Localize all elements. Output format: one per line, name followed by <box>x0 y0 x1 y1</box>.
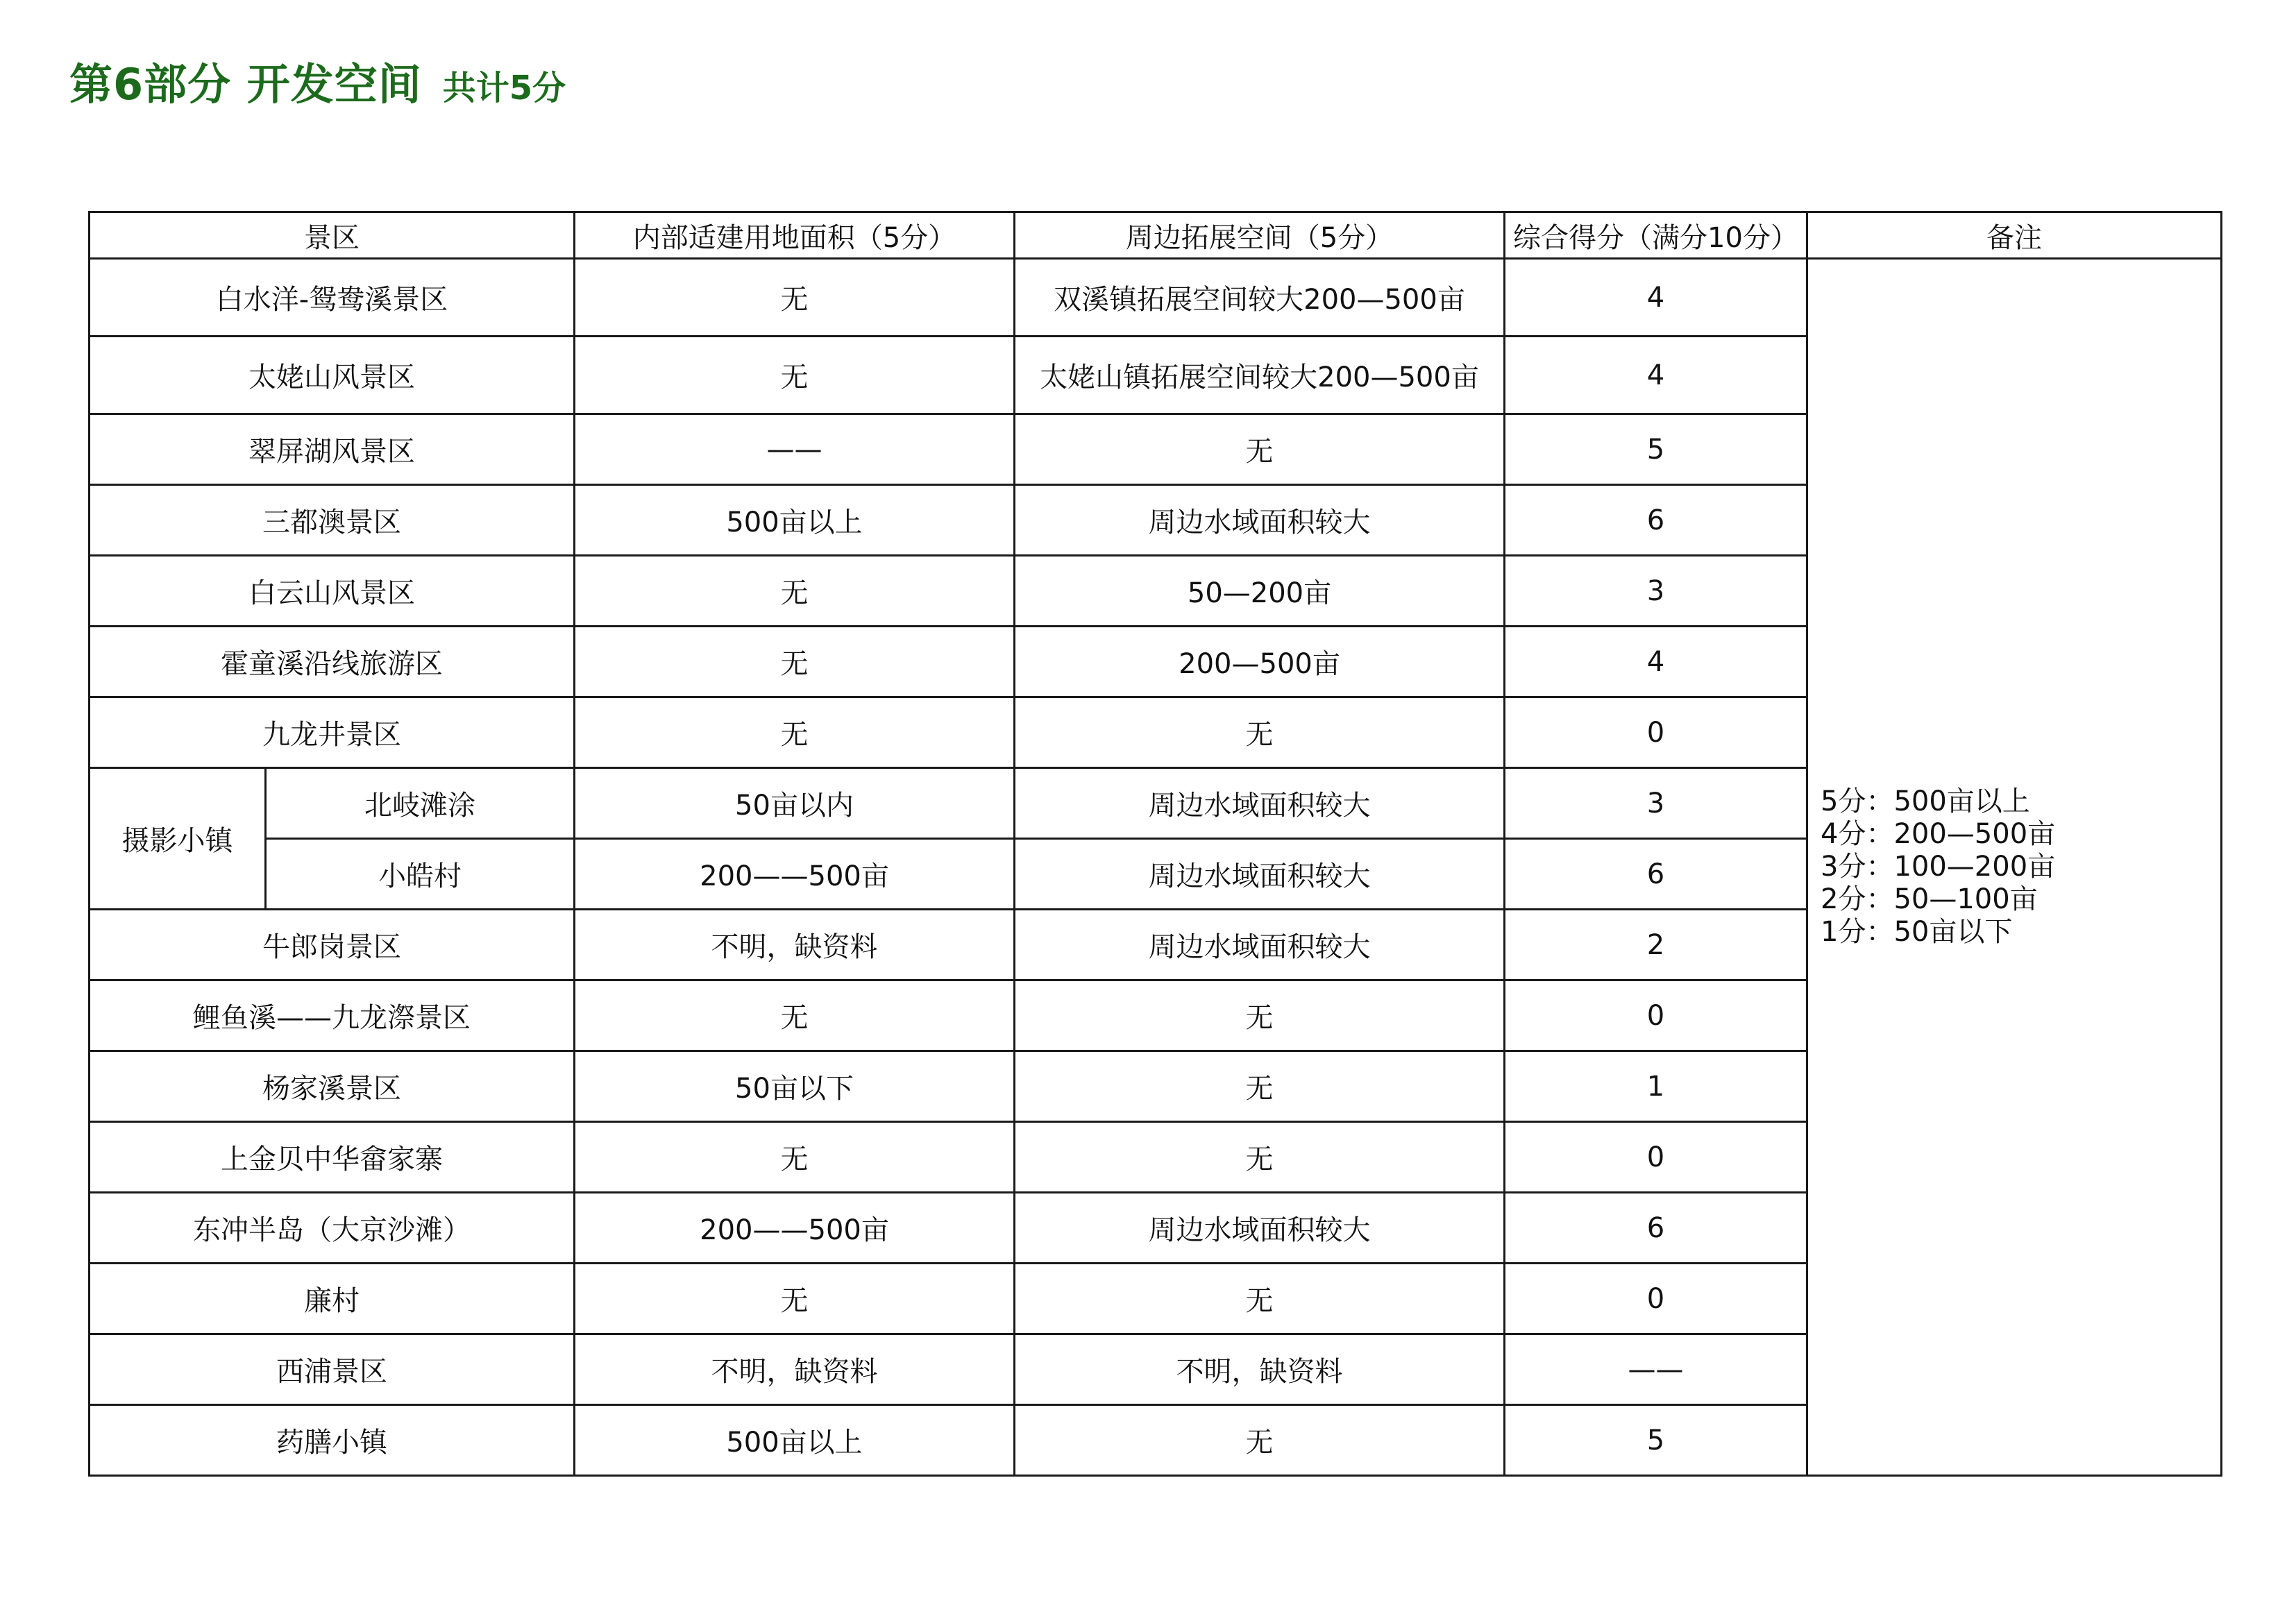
page-title-main: 第6部分 开发空间 <box>69 59 422 110</box>
header-area: 景区 <box>90 212 575 259</box>
score-value: 0 <box>1505 1122 1807 1193</box>
area-name: 上金贝中华畲家寨 <box>90 1122 575 1193</box>
internal-land-value: 无 <box>575 556 1015 627</box>
score-value: 5 <box>1505 414 1807 485</box>
score-value: 4 <box>1505 259 1807 337</box>
surrounding-space-value: 不明，缺资料 <box>1015 1334 1505 1405</box>
score-value: 2 <box>1505 910 1807 980</box>
internal-land-value: 无 <box>575 980 1015 1051</box>
score-value: 4 <box>1505 337 1807 414</box>
table-header-row <box>90 212 2222 259</box>
score-value: —— <box>1505 1334 1807 1405</box>
score-value: 4 <box>1505 627 1807 697</box>
score-value: 0 <box>1505 980 1807 1051</box>
internal-land-value: 500亩以上 <box>575 1405 1015 1476</box>
area-name: 东冲半岛（大京沙滩） <box>90 1193 575 1264</box>
score-value: 3 <box>1505 556 1807 627</box>
internal-land-value: 50亩以下 <box>575 1051 1015 1122</box>
score-value: 1 <box>1505 1051 1807 1122</box>
remark-line: 2分：50—100亩 <box>1821 883 2038 915</box>
table-row <box>90 259 2222 337</box>
score-value: 5 <box>1505 1405 1807 1476</box>
area-name: 药膳小镇 <box>90 1405 575 1476</box>
surrounding-space-value: 50—200亩 <box>1015 556 1505 627</box>
development-space-table <box>88 211 2222 1477</box>
internal-land-value: 无 <box>575 1122 1015 1193</box>
score-value: 6 <box>1505 1193 1807 1264</box>
group-label-photography-town: 摄影小镇 <box>90 768 266 910</box>
remark-line: 1分：50亩以下 <box>1821 916 2013 948</box>
scoring-remark <box>1807 259 2222 1476</box>
internal-land-value: —— <box>575 414 1015 485</box>
remark-line: 3分：100—200亩 <box>1821 851 2056 883</box>
surrounding-space-value: 周边水域面积较大 <box>1015 485 1505 556</box>
score-value: 0 <box>1505 697 1807 768</box>
surrounding-space-value: 无 <box>1015 980 1505 1051</box>
area-name: 九龙井景区 <box>90 697 575 768</box>
score-value: 6 <box>1505 839 1807 910</box>
surrounding-space-value: 周边水域面积较大 <box>1015 1193 1505 1264</box>
header-remark: 备注 <box>1807 212 2222 259</box>
score-value: 0 <box>1505 1264 1807 1334</box>
internal-land-value: 无 <box>575 337 1015 414</box>
surrounding-space-value: 无 <box>1015 414 1505 485</box>
area-name: 霍童溪沿线旅游区 <box>90 627 575 697</box>
area-name: 白云山风景区 <box>90 556 575 627</box>
internal-land-value: 500亩以上 <box>575 485 1015 556</box>
internal-land-value: 200——500亩 <box>575 1193 1015 1264</box>
area-name: 白水洋-鸳鸯溪景区 <box>90 259 575 337</box>
area-name: 鲤鱼溪——九龙漈景区 <box>90 980 575 1051</box>
internal-land-value: 无 <box>575 1264 1015 1334</box>
internal-land-value: 无 <box>575 697 1015 768</box>
area-name: 杨家溪景区 <box>90 1051 575 1122</box>
internal-land-value: 不明，缺资料 <box>575 1334 1015 1405</box>
surrounding-space-value: 无 <box>1015 697 1505 768</box>
score-value: 6 <box>1505 485 1807 556</box>
surrounding-space-value: 双溪镇拓展空间较大200—500亩 <box>1015 259 1505 337</box>
surrounding-space-value: 无 <box>1015 1122 1505 1193</box>
page-title <box>69 50 566 119</box>
surrounding-space-value: 无 <box>1015 1051 1505 1122</box>
internal-land-value: 不明，缺资料 <box>575 910 1015 980</box>
sub-area-name: 小皓村 <box>266 839 575 910</box>
area-name: 西浦景区 <box>90 1334 575 1405</box>
page-title-sub: 共计5分 <box>442 69 566 108</box>
surrounding-space-value: 周边水域面积较大 <box>1015 839 1505 910</box>
header-total-score: 综合得分（满分10分） <box>1505 212 1807 259</box>
internal-land-value: 无 <box>575 627 1015 697</box>
surrounding-space-value: 无 <box>1015 1264 1505 1334</box>
surrounding-space-value: 周边水域面积较大 <box>1015 768 1505 839</box>
header-internal-land: 内部适建用地面积（5分） <box>575 212 1015 259</box>
internal-land-value: 200——500亩 <box>575 839 1015 910</box>
area-name: 三都澳景区 <box>90 485 575 556</box>
score-value: 3 <box>1505 768 1807 839</box>
area-name: 牛郎岗景区 <box>90 910 575 980</box>
remark-line: 4分：200—500亩 <box>1821 818 2056 850</box>
surrounding-space-value: 太姥山镇拓展空间较大200—500亩 <box>1015 337 1505 414</box>
area-name: 翠屏湖风景区 <box>90 414 575 485</box>
area-name: 廉村 <box>90 1264 575 1334</box>
header-surrounding-space: 周边拓展空间（5分） <box>1015 212 1505 259</box>
surrounding-space-value: 200—500亩 <box>1015 627 1505 697</box>
remark-line: 5分：500亩以上 <box>1821 785 2030 817</box>
internal-land-value: 无 <box>575 259 1015 337</box>
surrounding-space-value: 周边水域面积较大 <box>1015 910 1505 980</box>
surrounding-space-value: 无 <box>1015 1405 1505 1476</box>
internal-land-value: 50亩以内 <box>575 768 1015 839</box>
area-name: 太姥山风景区 <box>90 337 575 414</box>
sub-area-name: 北岐滩涂 <box>266 768 575 839</box>
